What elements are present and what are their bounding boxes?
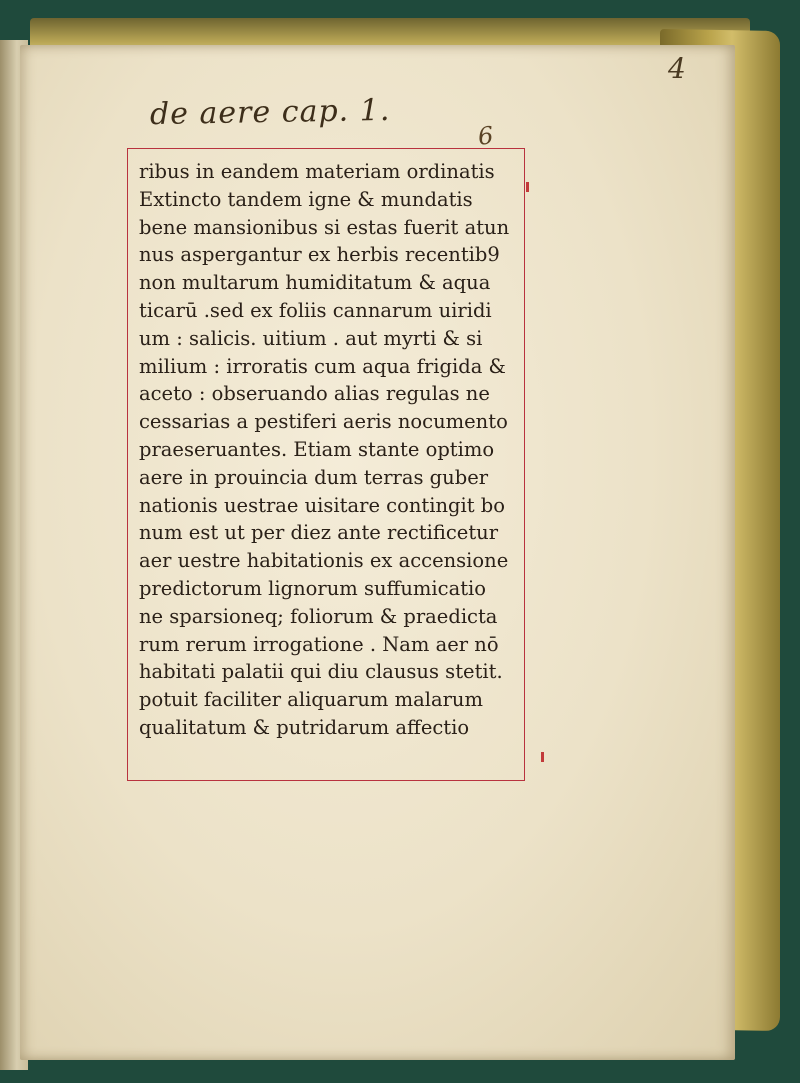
text-line: ribus in eandem materiam ordinatis xyxy=(139,160,495,183)
text-line: ne sparsioneq; foliorum & praedicta xyxy=(139,604,498,628)
foliation-number: 4 xyxy=(668,52,686,85)
text-line: habitati palatii qui diu clausus stetit. xyxy=(139,660,503,684)
text-line: praeseruantes. Etiam stante optimo xyxy=(139,437,495,461)
text-line: nationis uestrae uisitare contingit bo xyxy=(139,493,506,517)
text-line: aer uestre habitationis ex accensione xyxy=(139,549,509,573)
handwritten-heading: de aere cap. 1. xyxy=(149,92,391,133)
red-rubric-mark xyxy=(526,182,529,192)
text-line: aere in prouincia dum terras guber xyxy=(139,465,489,489)
printed-text-block xyxy=(139,158,519,742)
text-line: rum rerum irrogatione . Nam aer nō xyxy=(139,632,499,656)
text-line: cessarias a pestiferi aeris nocumento xyxy=(139,410,508,434)
text-line: qualitatum & putridarum affectio xyxy=(139,715,470,739)
marginal-number: 6 xyxy=(476,121,495,151)
text-line: predictorum lignorum suffumicatio xyxy=(139,576,487,600)
text-line: non multarum humiditatum & aqua xyxy=(139,271,491,295)
text-line: aceto : obseruando alias regulas ne xyxy=(139,382,490,406)
text-line: um : salicis. uitium . aut myrti & si xyxy=(139,326,483,350)
text-line: potuit faciliter aliquarum malarum xyxy=(139,688,483,712)
text-line: ticarū .sed ex foliis cannarum uiridi xyxy=(139,298,492,322)
text-line: bene mansionibus si estas fuerit atun xyxy=(139,215,510,239)
text-line: milium : irroratis cum aqua frigida & xyxy=(139,354,506,378)
text-line: nus aspergantur ex herbis recentib9 xyxy=(139,243,500,267)
red-rubric-mark xyxy=(541,752,544,762)
text-line: Extincto tandem igne & mundatis xyxy=(139,187,473,211)
text-line: num est ut per diez ante rectificetur xyxy=(139,521,499,545)
